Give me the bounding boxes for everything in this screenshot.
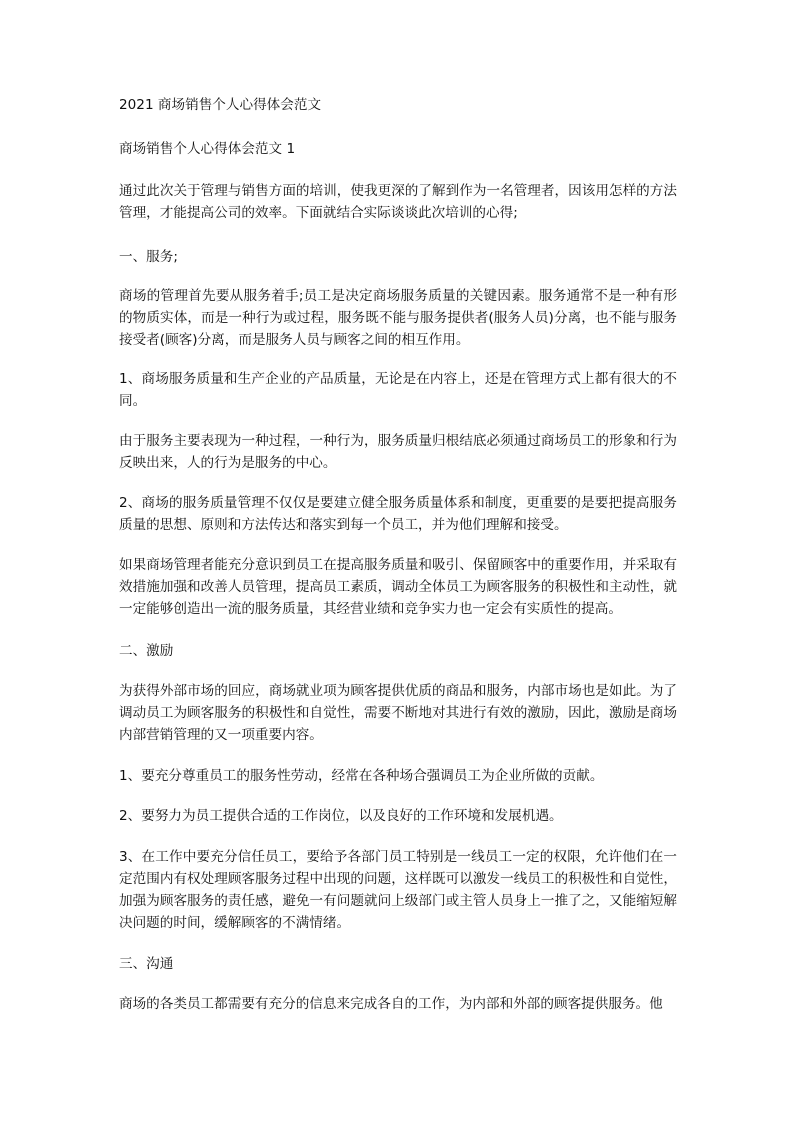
paragraph-motivation-point-2: 2、要努力为员工提供合适的工作岗位，以及良好的工作环境和发展机遇。 (119, 808, 563, 824)
paragraph-motivation-point-3: 3、在工作中要充分信任员工，要给予各部门员工特别是一线员工一定的权限，允许他们在一定范围内有权处理顾客服务过程中出现的问题，这样既可以激发一线员工的积极性和自觉性，加强为顾客服务的责任感，避免一有问题就问上级部门或主管人员身上一推了之，又能缩短解决问题的时间，缓解顾客的不满情绪。 (119, 849, 677, 931)
paragraph-service-2: 由于服务主要表现为一种过程，一种行为，服务质量归根结底必须通过商场员工的形象和行为反映出来，人的行为是服务的中心。 (119, 433, 677, 471)
paragraph-service-3: 如果商场管理者能充分意识到员工在提高服务质量和吸引、保留顾客中的重要作用，并采取有效措施加强和改善人员管理，提高员工素质，调动全体员工为顾客服务的积极性和主动性，就一定能够创造出一流的服务质量，其经营业绩和竞争实力也一定会有实质性的提高。 (119, 557, 677, 617)
paragraph-communication-1: 商场的各类员工都需要有充分的信息来完成各自的工作，为内部和外部的顾客提供服务。他 (119, 996, 663, 1012)
heading-motivation: 二、激励 (119, 643, 174, 659)
paragraph-motivation-point-1: 1、要充分尊重员工的服务性劳动，经常在各种场合强调员工为企业所做的贡献。 (119, 768, 604, 784)
paragraph-service-point-2: 2、商场的服务质量管理不仅仅是要建立健全服务质量体系和制度，更重要的是要把提高服务质量的思想、原则和方法传达和落实到每一个员工，并为他们理解和接受。 (119, 495, 677, 533)
paragraph-service-point-1: 1、商场服务质量和生产企业的产品质量，无论是在内容上，还是在管理方式上都有很大的不同。 (119, 371, 677, 409)
paragraph-motivation-1: 为获得外部市场的回应，商场就业项为顾客提供优质的商品和服务，内部市场也是如此。为了调动员工为顾客服务的积极性和自觉性，需要不断地对其进行有效的激励，因此，激励是商场内部营销管理的又一项重要内容。 (119, 683, 677, 743)
heading-communication: 三、沟通 (119, 956, 174, 972)
paragraph-intro: 通过此次关于管理与销售方面的培训，使我更深的了解到作为一名管理者，因该用怎样的方法管理，才能提高公司的效率。下面就结合实际谈谈此次培训的心得; (119, 183, 677, 221)
heading-service: 一、服务; (119, 249, 178, 265)
document-subtitle: 商场销售个人心得体会范文 1 (119, 141, 296, 157)
document-title: 2021 商场销售个人心得体会范文 (119, 97, 322, 113)
paragraph-service-1: 商场的管理首先要从服务着手;员工是决定商场服务质量的关键因素。服务通常不是一种有形的物质实体，而是一种行为或过程，服务既不能与服务提供者(服务人员)分离，也不能与服务接受者(顾客)分离，而是服务人员与顾客之间的相互作用。 (119, 288, 677, 348)
